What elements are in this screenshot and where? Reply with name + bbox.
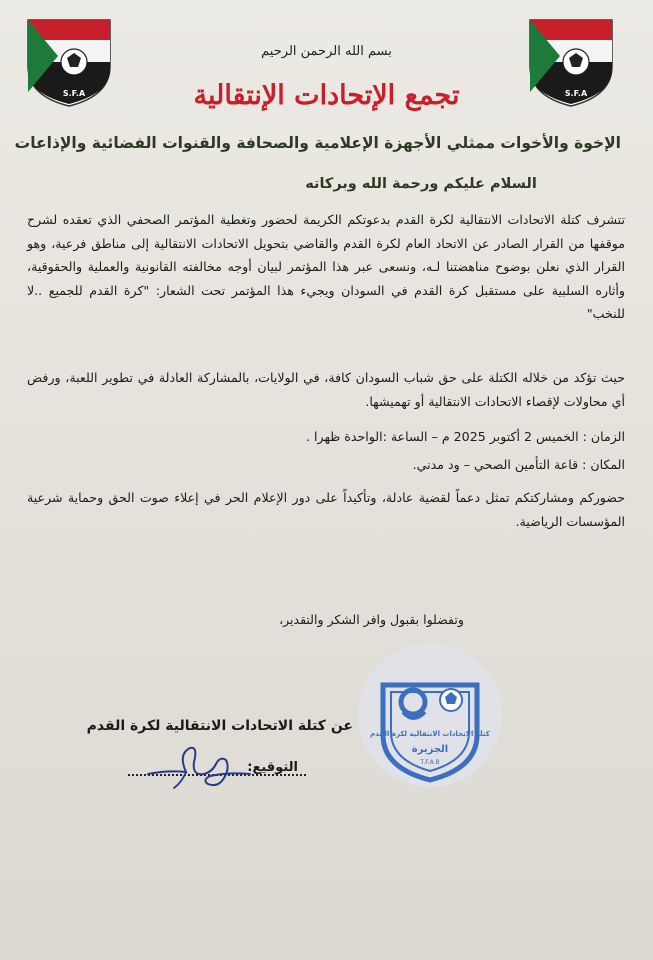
signature-organization: عن كتلة الاتحادات الانتقالية لكرة القدم <box>86 718 353 734</box>
bismillah-heading: بسم الله الرحمن الرحيم <box>261 44 392 59</box>
stamp-text: كتلة الاتحادات الانتقالية لكرة القدم <box>370 730 490 738</box>
stamp-subtext: الجزيرة <box>411 744 449 755</box>
signature-label: التوقيع: <box>247 760 298 775</box>
logo-text-left: S.F.A <box>62 89 86 98</box>
official-stamp <box>355 640 505 790</box>
logo-text-right: S.F.A <box>564 89 588 98</box>
time-line: الزمان : الخميس 2 أكتوبر 2025 م – الساعة :الواحدة ظهرا . <box>306 429 625 444</box>
purpose-paragraph: حيث تؤكد من خلاله الكتلة على حق شباب السودان كافة، في الولايات، بالمشاركة العادلة في تطوير اللعبة، ورفض أي محاولات لإقصاء الاتحادات الانتقالية أو تهميشها. <box>27 370 625 409</box>
support-paragraph: حضوركم ومشاركتكم تمثل دعماً لقضية عادلة، وتأكيداً على دور الإعلام الحر في إعلاء صوت الحق وحماية شرعية المؤسسات الرياضية. <box>27 490 625 529</box>
organization-title: تجمع الإتحادات الإنتقالية <box>193 80 460 111</box>
greeting-line: السلام عليكم ورحمة الله وبركاته <box>305 176 537 192</box>
handwritten-signature <box>138 734 258 794</box>
stamp-code: T.F.A.B <box>420 759 440 766</box>
closing-line: وتفضلوا بقبول وافر الشكر والتقدير، <box>279 612 464 627</box>
place-line: المكان : قاعة التأمين الصحي – ود مدني. <box>412 457 625 472</box>
addressee-line: الإخوة والأخوات ممثلي الأجهزة الإعلامية والصحافة والقنوات الفضائية والإذاعات <box>14 134 621 152</box>
invitation-paragraph: تتشرف كتلة الاتحادات الانتقالية لكرة القدم بدعوتكم الكريمة لحضور وتغطية المؤتمر الصحفي الذي تعقده لشرح موقفها من القرار الصادر عن الاتحاد العام لكرة القدم والقاضي بتحويل الاتحادات الانتقالية إلى مناطق فرعية، وهو القرار الذي نعلن بوضوح مناهضتنا لـه، ونسعى عبر هذا المؤتمر لبيان أوجه مخالفته القانونية والعملية والحقوقية، وأثاره السلبية على مستقبل كرة القدم في السودان ويجيء هذا المؤتمر تحت الشعار: "كرة القدم للجميع ..لا للنخب" <box>27 212 625 321</box>
